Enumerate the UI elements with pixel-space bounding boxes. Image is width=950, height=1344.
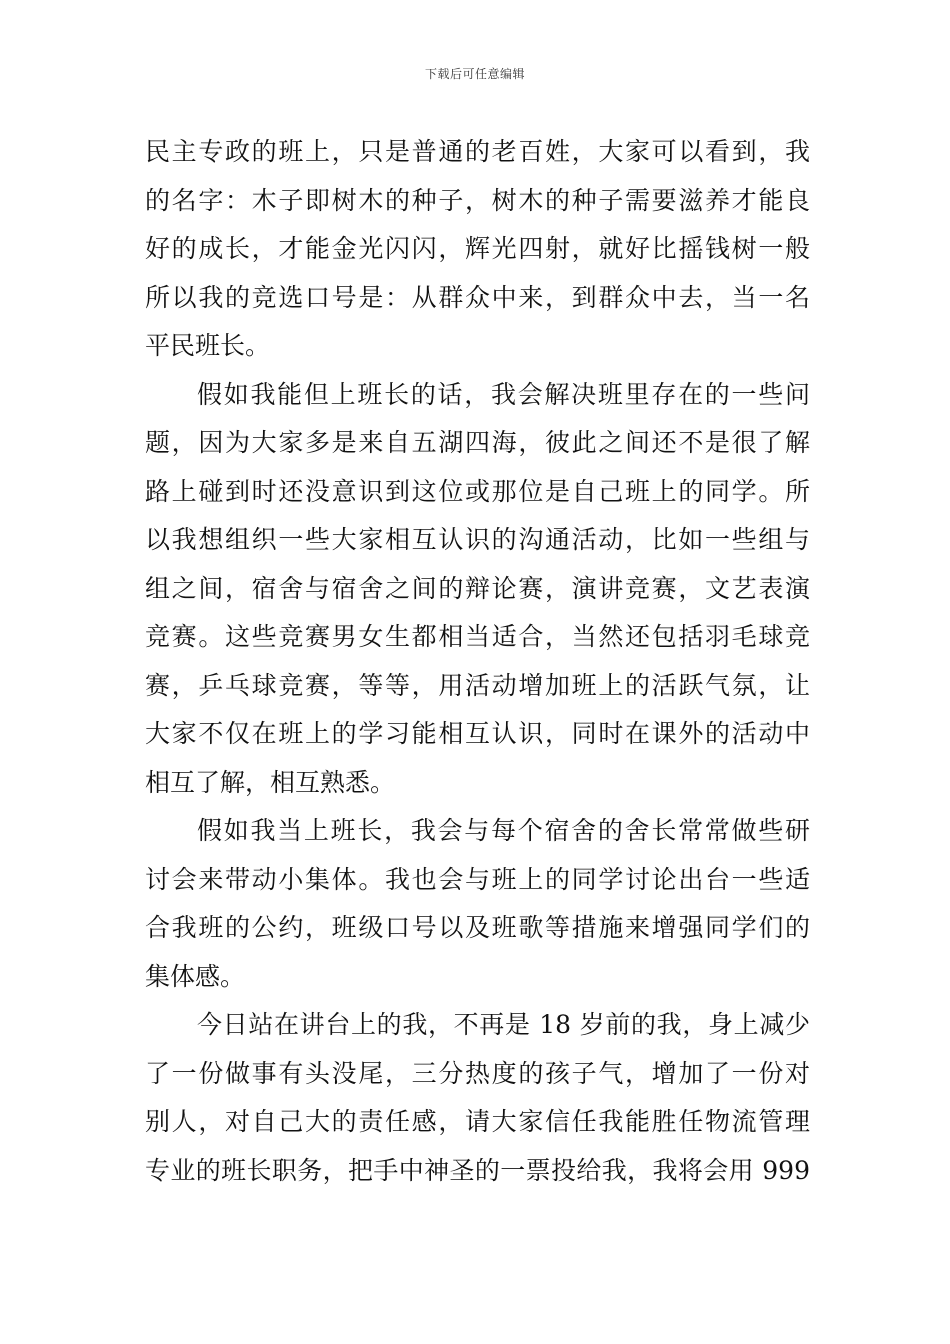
paragraph-first-line: 假如我能但上班长的话，我会解决班里存在的一些问 [197, 379, 810, 409]
text-line: 好的成长，才能金光闪闪，辉光四射，就好比摇钱树一般 [145, 234, 810, 263]
text-line: 民主专政的班上，只是普通的老百姓，大家可以看到，我 [145, 137, 810, 166]
text-line: 所以我的竞选口号是：从群众中来，到群众中去，当一名 [145, 282, 810, 312]
text-line: 相互了解，相互熟悉。 [145, 767, 396, 797]
text-line: 的名字：木子即树木的种子，树木的种子需要滋养才能良 [145, 185, 810, 215]
text-line: 以我想组织一些大家相互认识的沟通活动，比如一些组与 [145, 525, 810, 554]
text-line: 题，因为大家多是来自五湖四海，彼此之间还不是很了解 [145, 428, 810, 457]
text-line: 组之间，宿舍与宿舍之间的辩论赛，演讲竞赛，文艺表演 [145, 573, 810, 603]
text-line: 赛，乒乓球竞赛，等等，用活动增加班上的活跃气氛，让 [145, 670, 810, 700]
text-line: 集体感。 [145, 961, 246, 991]
text-line: 路上碰到时还没意识到这位或那位是自己班上的同学。所 [145, 476, 810, 506]
text-line: 平民班长。 [145, 331, 271, 360]
paragraph-first-line: 假如我当上班长，我会与每个宿舍的舍长常常做些研 [197, 816, 810, 845]
text-line: 合我班的公约，班级口号以及班歌等措施来增强同学们的 [145, 913, 810, 942]
text-line: 讨会来带动小集体。我也会与班上的同学讨论出台一些适 [145, 864, 810, 894]
page-header-note: 下载后可任意编辑 [424, 67, 525, 81]
text-line: 竞赛。这些竞赛男女生都相当适合，当然还包括羽毛球竞 [145, 622, 810, 651]
text-line: 专业的班长职务，把手中神圣的一票投给我，我将会用 999 [145, 1155, 810, 1185]
document-body [145, 128, 810, 1195]
paragraph-first-line: 今日站在讲台上的我，不再是 18 岁前的我，身上减少 [197, 1010, 810, 1039]
text-line: 了一份做事有头没尾，三分热度的孩子气，增加了一份对 [145, 1058, 810, 1088]
text-line: 大家不仅在班上的学习能相互认识，同时在课外的活动中 [145, 719, 810, 748]
text-line: 别人，对自己大的责任感，请大家信任我能胜任物流管理 [145, 1107, 810, 1136]
